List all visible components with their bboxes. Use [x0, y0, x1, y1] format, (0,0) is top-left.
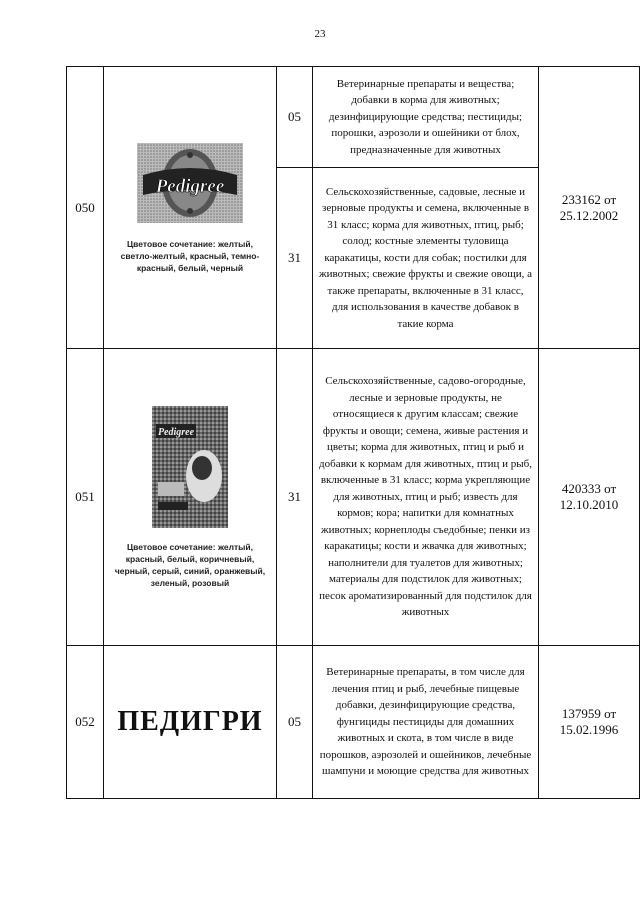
- goods-description: Ветеринарные препараты и вещества; добавки в корма для животных; дезинфицирующие средства; пестициды; порошки, аэрозоли и ошейники от блох, предназначенные для животных: [313, 67, 539, 168]
- row-number: 052: [67, 646, 104, 799]
- trademark-table: [66, 66, 640, 799]
- pedigree-package-image: [110, 406, 270, 533]
- registration-date: 25.12.2002: [559, 207, 619, 223]
- color-combination: Цветовое сочетание: желтый, красный, белый, коричневый, черный, серый, синий, оранжевый, зеленый, розовый: [114, 541, 266, 588]
- registration-number: 137959 от: [561, 706, 617, 721]
- class-number: 31: [277, 168, 313, 349]
- package-logo-text: Pedigree: [157, 426, 195, 438]
- logo-text: Pedigree: [155, 176, 225, 197]
- table-row: [67, 349, 640, 646]
- class-number: 05: [277, 67, 313, 168]
- registration-info: [539, 67, 640, 349]
- registration-number: 233162 от: [561, 191, 617, 207]
- row-number: 050: [67, 67, 104, 349]
- trademark-word-cell: [104, 646, 277, 799]
- class-number: 05: [277, 646, 313, 799]
- page-number: 23: [314, 28, 326, 40]
- registration-info: [539, 646, 640, 799]
- registration-info: [539, 349, 640, 646]
- class-number: 31: [277, 349, 313, 646]
- trademark-image-cell: [104, 349, 277, 646]
- goods-description: Ветеринарные препараты, в том числе для лечения птиц и рыб, лечебные пищевые добавки, дезинфицирующие средства, фунгициды пестициды для домашних животных и скота, в том числе в виде порошков, аэрозолей и ошейников, лечебные шампуни и моющие средства для животных: [313, 646, 539, 799]
- table-row: [67, 646, 640, 799]
- registration-number: 420333 от: [561, 481, 617, 496]
- table-row: [67, 67, 640, 168]
- goods-description: Сельскохозяйственные, садово-огородные, лесные и зерновые продукты, не относящиеся к другим классам; свежие фрукты и овощи; семена, живые растения и цветы; корма для животных, птиц и рыб и добавки к кормам для животных, птиц и рыб, включенные в 31 класс; корма укрепляющие для животных, птиц и рыб; известь для кормов; кора; напитки для комнатных животных; корнеплоды съедобные; пенки из каракатицы; кости и жвачка для животных; наполнители для туалетов для животных; материалы для подстилок для животных; песок ароматизированный для подстилок для животных: [313, 349, 539, 646]
- registration-date: 12.10.2010: [559, 497, 619, 512]
- trademark-image-cell: [104, 67, 277, 349]
- color-combination: Цветовое сочетание: желтый, светло-желтый, красный, темно-красный, белый, черный: [120, 239, 260, 273]
- word-mark: ПЕДИГРИ: [117, 706, 263, 737]
- row-number: 051: [67, 349, 104, 646]
- goods-description: Сельскохозяйственные, садовые, лесные и зерновые продукты и семена, включенные в 31 класс; корма для животных, птиц, рыб; солод; костные элементы туловища каракатицы, кости для собак; постилки для животных; свежие фрукты и свежие овощи, а также препараты, включенные в 31 класс, для использования в качестве добавок в такие корма: [313, 168, 539, 349]
- registration-date: 15.02.1996: [559, 722, 619, 737]
- pedigree-logo: [110, 141, 270, 230]
